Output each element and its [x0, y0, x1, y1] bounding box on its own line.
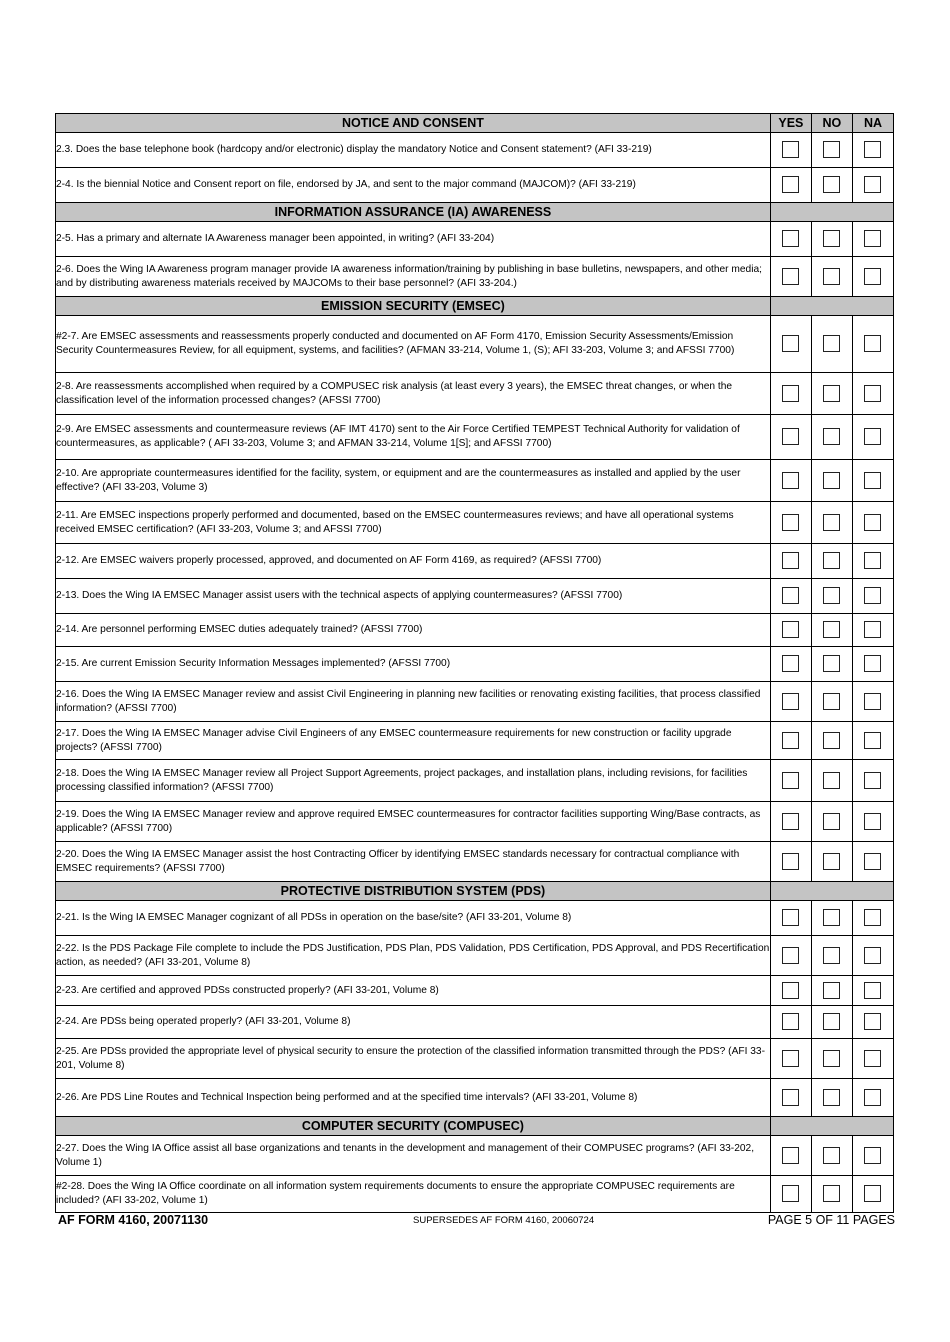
answer-cell-na [852, 502, 893, 544]
section-header [56, 882, 894, 901]
question-text: 2-18. Does the Wing IA EMSEC Manager review all Project Support Agreements, project packages, and installation plans, including revisions, for facilities processing classified information? (AFSSI 7700) [56, 760, 771, 802]
answer-cell-yes [770, 1136, 811, 1176]
no-checkbox[interactable] [823, 655, 840, 672]
yes-checkbox[interactable] [782, 772, 799, 789]
answer-cell-no [811, 579, 852, 614]
answer-cell-yes [770, 1079, 811, 1117]
no-checkbox[interactable] [823, 621, 840, 638]
question-text: 2-15. Are current Emission Security Information Messages implemented? (AFSSI 7700) [56, 647, 771, 682]
question-row [56, 802, 894, 842]
answer-cell-no [811, 502, 852, 544]
answer-cell-no [811, 257, 852, 297]
question-row [56, 722, 894, 760]
no-checkbox[interactable] [823, 335, 840, 352]
answer-cell-na [852, 1006, 893, 1039]
checklist-table [55, 113, 894, 1213]
question-text: 2.3. Does the base telephone book (hardcopy and/or electronic) display the mandatory Notice and Consent statement? (AFI 33-219) [56, 133, 771, 168]
question-text: #2-7. Are EMSEC assessments and reassessments properly conducted and documented on AF Form 4170, Emission Security Assessments/Emission Security Countermeasures Review, for all equipment, systems, and facilities? (AFMAN 33-214, Volume 1, (S); AFI 33-203, Volume 3; and AFSSI 7700) [56, 316, 771, 373]
section-title: PROTECTIVE DISTRIBUTION SYSTEM (PDS) [56, 882, 771, 901]
na-checkbox[interactable] [864, 693, 881, 710]
supersedes-note: SUPERSEDES AF FORM 4160, 20060724 [413, 1215, 595, 1226]
yes-checkbox[interactable] [782, 1050, 799, 1067]
yes-checkbox[interactable] [782, 655, 799, 672]
answer-cell-na [852, 802, 893, 842]
question-text: 2-17. Does the Wing IA EMSEC Manager advise Civil Engineers of any EMSEC countermeasure requirements for new construction or facility upgrade projects? (AFSSI 7700) [56, 722, 771, 760]
no-checkbox[interactable] [823, 230, 840, 247]
no-checkbox[interactable] [823, 1185, 840, 1202]
answer-cell-na [852, 1136, 893, 1176]
question-row [56, 647, 894, 682]
yes-checkbox[interactable] [782, 428, 799, 445]
answer-cell-yes [770, 614, 811, 647]
yes-checkbox[interactable] [782, 1013, 799, 1030]
question-text: 2-26. Are PDS Line Routes and Technical Inspection being performed and at the specified time intervals? (AFI 33-201, Volume 8) [56, 1079, 771, 1117]
yes-checkbox[interactable] [782, 587, 799, 604]
column-header-no: NO [811, 114, 852, 133]
answer-cell-yes [770, 373, 811, 415]
answer-cell-na [852, 415, 893, 460]
yes-checkbox[interactable] [782, 853, 799, 870]
answer-cell-na [852, 222, 893, 257]
yes-checkbox[interactable] [782, 141, 799, 158]
answer-cell-no [811, 1176, 852, 1213]
na-checkbox[interactable] [864, 1147, 881, 1164]
question-row [56, 842, 894, 882]
answer-cell-na [852, 722, 893, 760]
question-row [56, 579, 894, 614]
answer-cell-yes [770, 579, 811, 614]
yes-checkbox[interactable] [782, 813, 799, 830]
answer-cell-na [852, 682, 893, 722]
answer-cell-no [811, 722, 852, 760]
na-checkbox[interactable] [864, 982, 881, 999]
answer-cell-na [852, 936, 893, 976]
no-checkbox[interactable] [823, 982, 840, 999]
question-row [56, 415, 894, 460]
no-checkbox[interactable] [823, 587, 840, 604]
section-header-filler [770, 1117, 893, 1136]
question-text: 2-13. Does the Wing IA EMSEC Manager assist users with the technical aspects of applying countermeasures? (AFSSI 7700) [56, 579, 771, 614]
na-checkbox[interactable] [864, 1185, 881, 1202]
answer-cell-yes [770, 222, 811, 257]
yes-checkbox[interactable] [782, 693, 799, 710]
section-header [56, 203, 894, 222]
answer-cell-na [852, 1079, 893, 1117]
na-checkbox[interactable] [864, 552, 881, 569]
yes-checkbox[interactable] [782, 909, 799, 926]
question-text: 2-8. Are reassessments accomplished when required by a COMPUSEC risk analysis (at least every 3 years), the EMSEC threat changes, or when the classification level of the information processed changes? (AFSSI 7700) [56, 373, 771, 415]
na-checkbox[interactable] [864, 621, 881, 638]
yes-checkbox[interactable] [782, 621, 799, 638]
question-row [56, 936, 894, 976]
yes-checkbox[interactable] [782, 732, 799, 749]
question-row [56, 1136, 894, 1176]
no-checkbox[interactable] [823, 947, 840, 964]
yes-checkbox[interactable] [782, 947, 799, 964]
no-checkbox[interactable] [823, 772, 840, 789]
answer-cell-no [811, 614, 852, 647]
question-text: 2-10. Are appropriate countermeasures identified for the facility, system, or equipment and are the countermeasures as installed and applied by the user effective? (AFI 33-203, Volume 3) [56, 460, 771, 502]
answer-cell-yes [770, 842, 811, 882]
answer-cell-no [811, 760, 852, 802]
answer-cell-no [811, 842, 852, 882]
question-row [56, 257, 894, 297]
answer-cell-yes [770, 168, 811, 203]
answer-cell-na [852, 460, 893, 502]
answer-cell-na [852, 544, 893, 579]
na-checkbox[interactable] [864, 587, 881, 604]
column-header-na: NA [852, 114, 893, 133]
no-checkbox[interactable] [823, 552, 840, 569]
answer-cell-na [852, 976, 893, 1006]
answer-cell-na [852, 133, 893, 168]
no-checkbox[interactable] [823, 428, 840, 445]
answer-cell-no [811, 316, 852, 373]
answer-cell-na [852, 168, 893, 203]
answer-cell-na [852, 1039, 893, 1079]
question-row [56, 502, 894, 544]
answer-cell-no [811, 802, 852, 842]
question-text: 2-16. Does the Wing IA EMSEC Manager review and assist Civil Engineering in planning new facilities or renovating existing facilities, that process classified information? (AFSSI 7700) [56, 682, 771, 722]
section-header [56, 297, 894, 316]
answer-cell-yes [770, 1176, 811, 1213]
no-checkbox[interactable] [823, 1089, 840, 1106]
question-row [56, 460, 894, 502]
question-row [56, 682, 894, 722]
question-text: 2-14. Are personnel performing EMSEC duties adequately trained? (AFSSI 7700) [56, 614, 771, 647]
question-row [56, 1079, 894, 1117]
yes-checkbox[interactable] [782, 514, 799, 531]
na-checkbox[interactable] [864, 385, 881, 402]
na-checkbox[interactable] [864, 813, 881, 830]
section-title: NOTICE AND CONSENT [56, 114, 771, 133]
question-text: 2-27. Does the Wing IA Office assist all base organizations and tenants in the development and management of their COMPUSEC programs? (AFI 33-202, Volume 1) [56, 1136, 771, 1176]
question-text: 2-25. Are PDSs provided the appropriate level of physical security to ensure the protection of the classified information transmitted through the PDS? (AFI 33-201, Volume 8) [56, 1039, 771, 1079]
answer-cell-no [811, 373, 852, 415]
na-checkbox[interactable] [864, 230, 881, 247]
question-row [56, 1039, 894, 1079]
question-text: 2-4. Is the biennial Notice and Consent report on file, endorsed by JA, and sent to the major command (MAJCOM)? (AFI 33-219) [56, 168, 771, 203]
yes-checkbox[interactable] [782, 1185, 799, 1202]
section-header-filler [770, 203, 893, 222]
no-checkbox[interactable] [823, 1147, 840, 1164]
answer-cell-no [811, 936, 852, 976]
yes-checkbox[interactable] [782, 385, 799, 402]
yes-checkbox[interactable] [782, 472, 799, 489]
na-checkbox[interactable] [864, 947, 881, 964]
answer-cell-yes [770, 936, 811, 976]
na-checkbox[interactable] [864, 514, 881, 531]
no-checkbox[interactable] [823, 514, 840, 531]
question-row [56, 373, 894, 415]
answer-cell-na [852, 373, 893, 415]
question-text: #2-28. Does the Wing IA Office coordinate on all information system requirements documents to ensure the appropriate COMPUSEC requirements are included? (AFI 33-202, Volume 1) [56, 1176, 771, 1213]
answer-cell-no [811, 1006, 852, 1039]
no-checkbox[interactable] [823, 1050, 840, 1067]
na-checkbox[interactable] [864, 1013, 881, 1030]
answer-cell-na [852, 579, 893, 614]
question-text: 2-23. Are certified and approved PDSs constructed properly? (AFI 33-201, Volume 8) [56, 976, 771, 1006]
answer-cell-no [811, 222, 852, 257]
na-checkbox[interactable] [864, 1089, 881, 1106]
question-text: 2-20. Does the Wing IA EMSEC Manager assist the host Contracting Officer by identifying EMSEC standards necessary for contractual compliance with EMSEC requirements? (AFSSI 7700) [56, 842, 771, 882]
answer-cell-no [811, 133, 852, 168]
question-text: 2-24. Are PDSs being operated properly? (AFI 33-201, Volume 8) [56, 1006, 771, 1039]
answer-cell-yes [770, 316, 811, 373]
yes-checkbox[interactable] [782, 176, 799, 193]
question-text: 2-11. Are EMSEC inspections properly performed and documented, based on the EMSEC countermeasures reviews; and have all operational systems received EMSEC certification? (AFI 33-203, Volume 3; and AFSSI 7700) [56, 502, 771, 544]
section-header [56, 114, 894, 133]
no-checkbox[interactable] [823, 1013, 840, 1030]
answer-cell-no [811, 976, 852, 1006]
answer-cell-na [852, 1176, 893, 1213]
section-title: INFORMATION ASSURANCE (IA) AWARENESS [56, 203, 771, 222]
na-checkbox[interactable] [864, 268, 881, 285]
answer-cell-no [811, 1039, 852, 1079]
answer-cell-yes [770, 415, 811, 460]
answer-cell-yes [770, 647, 811, 682]
no-checkbox[interactable] [823, 732, 840, 749]
question-text: 2-5. Has a primary and alternate IA Awareness manager been appointed, in writing? (AFI 33-204) [56, 222, 771, 257]
section-header [56, 1117, 894, 1136]
question-text: 2-9. Are EMSEC assessments and countermeasure reviews (AF IMT 4170) sent to the Air Force Certified TEMPEST Technical Authority for validation of countermeasures, as applicable? ( AFI 33-203, Volume 3; and AFMAN 33-214, Volume 1[S]; and AFSSI 7700) [56, 415, 771, 460]
answer-cell-no [811, 901, 852, 936]
na-checkbox[interactable] [864, 335, 881, 352]
answer-cell-yes [770, 460, 811, 502]
answer-cell-yes [770, 802, 811, 842]
answer-cell-no [811, 682, 852, 722]
no-checkbox[interactable] [823, 693, 840, 710]
answer-cell-yes [770, 760, 811, 802]
answer-cell-na [852, 760, 893, 802]
no-checkbox[interactable] [823, 141, 840, 158]
no-checkbox[interactable] [823, 853, 840, 870]
no-checkbox[interactable] [823, 813, 840, 830]
question-row [56, 901, 894, 936]
question-row [56, 614, 894, 647]
page-number: PAGE 5 OF 11 PAGES [767, 1213, 895, 1227]
question-row [56, 1176, 894, 1213]
answer-cell-na [852, 647, 893, 682]
answer-cell-yes [770, 976, 811, 1006]
answer-cell-no [811, 415, 852, 460]
question-text: 2-19. Does the Wing IA EMSEC Manager review and approve required EMSEC countermeasures for contractor facilities supporting Wing/Base contracts, as applicable? (AFSSI 7700) [56, 802, 771, 842]
question-row [56, 168, 894, 203]
na-checkbox[interactable] [864, 472, 881, 489]
answer-cell-yes [770, 722, 811, 760]
form-number: AF FORM 4160, 20071130 [58, 1213, 209, 1227]
question-row [56, 316, 894, 373]
question-text: 2-6. Does the Wing IA Awareness program manager provide IA awareness information/training by publishing in base bulletins, newspapers, and other media; and by distributing awareness materials received by MAJCOMs to their base personnel? (AFI 33-204.) [56, 257, 771, 297]
yes-checkbox[interactable] [782, 1147, 799, 1164]
question-row [56, 222, 894, 257]
section-header-filler [770, 297, 893, 316]
yes-checkbox[interactable] [782, 552, 799, 569]
na-checkbox[interactable] [864, 141, 881, 158]
question-row [56, 544, 894, 579]
no-checkbox[interactable] [823, 385, 840, 402]
no-checkbox[interactable] [823, 909, 840, 926]
answer-cell-yes [770, 682, 811, 722]
answer-cell-yes [770, 901, 811, 936]
answer-cell-yes [770, 257, 811, 297]
answer-cell-na [852, 257, 893, 297]
question-row [56, 1006, 894, 1039]
no-checkbox[interactable] [823, 472, 840, 489]
answer-cell-no [811, 168, 852, 203]
question-text: 2-22. Is the PDS Package File complete to include the PDS Justification, PDS Plan, PDS Validation, PDS Certification, PDS Approval, and PDS Recertification action, as needed? (AFI 33-201, Volume 8) [56, 936, 771, 976]
answer-cell-no [811, 460, 852, 502]
answer-cell-no [811, 1136, 852, 1176]
question-text: 2-12. Are EMSEC waivers properly processed, approved, and documented on AF Form 4169, as required? (AFSSI 7700) [56, 544, 771, 579]
section-header-filler [770, 882, 893, 901]
answer-cell-no [811, 647, 852, 682]
question-row [56, 133, 894, 168]
question-row [56, 760, 894, 802]
section-title: COMPUTER SECURITY (COMPUSEC) [56, 1117, 771, 1136]
na-checkbox[interactable] [864, 655, 881, 672]
na-checkbox[interactable] [864, 909, 881, 926]
answer-cell-yes [770, 1039, 811, 1079]
section-title: EMISSION SECURITY (EMSEC) [56, 297, 771, 316]
answer-cell-na [852, 842, 893, 882]
column-header-yes: YES [770, 114, 811, 133]
answer-cell-na [852, 316, 893, 373]
answer-cell-yes [770, 502, 811, 544]
question-text: 2-21. Is the Wing IA EMSEC Manager cognizant of all PDSs in operation on the base/site? (AFI 33-201, Volume 8) [56, 901, 771, 936]
question-row [56, 976, 894, 1006]
na-checkbox[interactable] [864, 1050, 881, 1067]
answer-cell-na [852, 614, 893, 647]
na-checkbox[interactable] [864, 853, 881, 870]
no-checkbox[interactable] [823, 268, 840, 285]
na-checkbox[interactable] [864, 428, 881, 445]
no-checkbox[interactable] [823, 176, 840, 193]
yes-checkbox[interactable] [782, 1089, 799, 1106]
answer-cell-na [852, 901, 893, 936]
na-checkbox[interactable] [864, 176, 881, 193]
na-checkbox[interactable] [864, 772, 881, 789]
yes-checkbox[interactable] [782, 982, 799, 999]
answer-cell-yes [770, 1006, 811, 1039]
yes-checkbox[interactable] [782, 335, 799, 352]
answer-cell-no [811, 544, 852, 579]
yes-checkbox[interactable] [782, 230, 799, 247]
na-checkbox[interactable] [864, 732, 881, 749]
answer-cell-no [811, 1079, 852, 1117]
answer-cell-yes [770, 133, 811, 168]
yes-checkbox[interactable] [782, 268, 799, 285]
answer-cell-yes [770, 544, 811, 579]
